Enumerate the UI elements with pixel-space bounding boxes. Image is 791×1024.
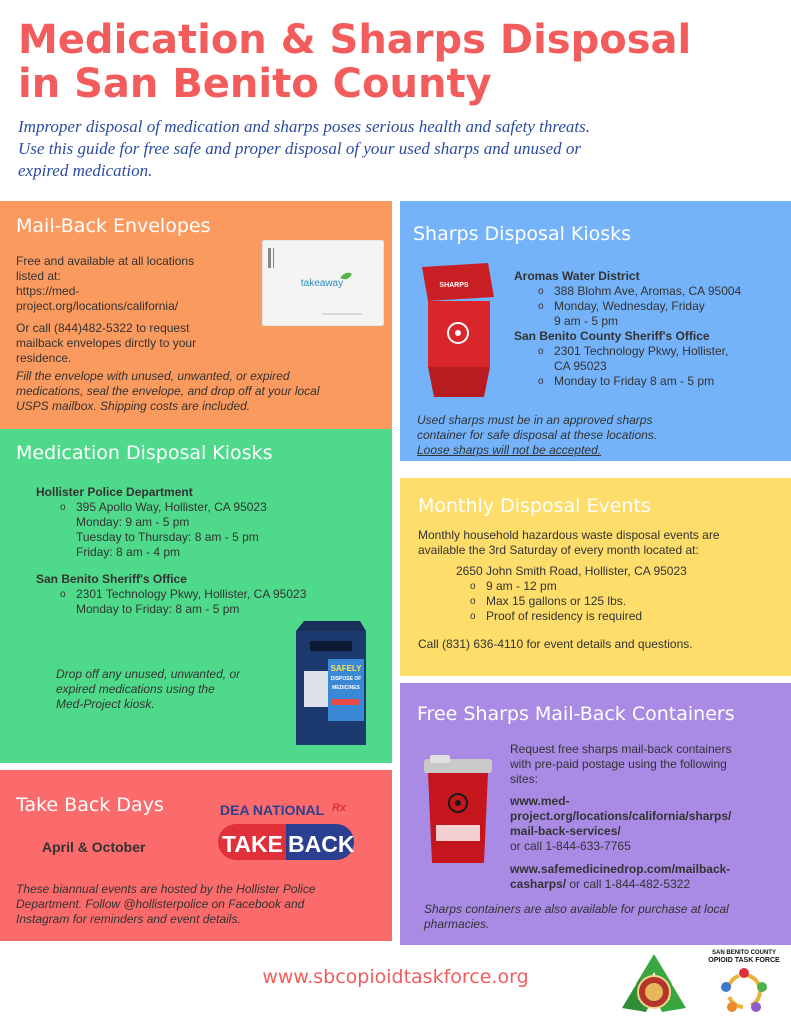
take-back-note: [16, 882, 386, 927]
location-name: Hollister Police Department: [36, 485, 193, 499]
hours-line: Monday: 9 am - 5 pm: [76, 515, 190, 529]
panel-heading: Free Sharps Mail-Back Containers: [417, 703, 735, 725]
text-line: Med-Project kiosk.: [56, 697, 155, 711]
location-address: o 2301 Technology Pkwy, Hollister, CA 95023: [56, 587, 306, 602]
med-project-link[interactable]: project.org/locations/california/: [16, 299, 179, 313]
medication-kiosk-note: [56, 667, 276, 712]
event-detail: o 9 am - 12 pm: [466, 579, 642, 594]
panel-heading: Sharps Disposal Kiosks: [413, 223, 632, 245]
text-line: Monthly household hazardous waste disposal events are: [418, 528, 720, 542]
location-hours: o Monday to Friday 8 am - 5 pm: [534, 374, 784, 389]
intro-line: Use this guide for free safe and proper disposal of your used sharps and unused or: [18, 139, 582, 158]
intro-line: expired medication.: [18, 161, 153, 180]
text-line: pharmacies.: [424, 917, 490, 931]
kiosk-label: SAFELY: [330, 664, 362, 673]
text-line: USPS mailbox. Shipping costs are included.: [16, 399, 251, 413]
text-line: available the 3rd Saturday of every month located at:: [418, 543, 699, 557]
recycle-seal-logo: [616, 950, 692, 1020]
panel-heading: Monthly Disposal Events: [418, 495, 651, 517]
dea-takeback-logo: [214, 796, 358, 868]
location-address: o 395 Apollo Way, Hollister, CA 95023: [56, 500, 267, 515]
envelope-image: [262, 240, 384, 326]
hours-line: Friday: 8 am - 4 pm: [76, 545, 181, 559]
text-line: Request free sharps mail-back containers: [510, 742, 732, 756]
logo-back: BACK: [288, 831, 355, 857]
take-back-days-panel: [0, 770, 392, 941]
text-line: expired medications using the: [56, 682, 215, 696]
text-line: Used sharps must be in an approved sharps: [417, 413, 653, 427]
event-details-list: [466, 579, 642, 624]
text-line: Drop off any unused, unwanted, or: [56, 667, 241, 681]
location-hours: 9 am - 5 pm: [554, 314, 619, 328]
logo-take: TAKE: [222, 831, 283, 857]
med-project-sharps-link[interactable]: mail-back-services/: [510, 824, 621, 838]
kiosk-label: MEDICINES: [332, 685, 360, 691]
text-line: container for safe disposal at these locations.: [417, 428, 658, 442]
location-list: [534, 344, 784, 359]
envelope-brand: takeaway: [300, 278, 344, 289]
phone-number: or call 1-844-482-5322: [566, 877, 691, 891]
logo-text: SAN BENITO COUNTY: [712, 950, 776, 956]
med-project-sharps-link[interactable]: project.org/locations/california/sharps/: [510, 809, 732, 823]
event-address: 2650 John Smith Road, Hollister, CA 95023: [456, 564, 687, 578]
title-line: Medication & Sharps Disposal: [18, 17, 692, 63]
med-project-sharps-link-block: [510, 794, 785, 854]
location-list: [56, 500, 267, 515]
mailback-note: [16, 369, 376, 414]
sharps-kiosk-image: [418, 261, 504, 401]
event-call-info: Call (831) 636-4110 for event details and questions.: [418, 637, 693, 651]
mailback-info: [16, 254, 236, 314]
text-line: Free and available at all locations: [16, 254, 195, 268]
bin-label: SHARPS: [439, 282, 469, 289]
phone-number: or call 1-844-633-7765: [510, 839, 631, 853]
containers-intro: [510, 742, 780, 787]
intro-text: [18, 116, 698, 182]
containers-note: [424, 902, 784, 932]
safemedicinedrop-link-block: [510, 862, 785, 892]
sharps-container-image: [420, 755, 496, 867]
page-title: [18, 18, 778, 106]
text-line: Sharps containers are also available for purchase at local: [424, 902, 729, 916]
event-detail: o Proof of residency is required: [466, 609, 642, 624]
loose-sharps-warning: Loose sharps will not be accepted.: [417, 443, 602, 457]
sharps-kiosks-panel: [400, 201, 791, 461]
location-name: San Benito County Sheriff's Office: [514, 329, 710, 343]
safemedicinedrop-link[interactable]: www.safemedicinedrop.com/mailback-: [510, 862, 731, 876]
mailback-envelopes-panel: [0, 201, 392, 429]
monthly-intro: [418, 528, 778, 558]
text-line: Or call (844)482-5322 to request: [16, 321, 190, 335]
text-line: residence.: [16, 351, 72, 365]
mailback-containers-panel: [400, 683, 791, 945]
med-project-sharps-link[interactable]: www.med-: [510, 794, 570, 808]
location-list: [534, 284, 784, 314]
text-line: These biannual events are hosted by the Hollister Police: [16, 882, 316, 896]
panel-heading: Mail-Back Envelopes: [16, 215, 211, 237]
text-line: sites:: [510, 772, 539, 786]
location-address: CA 95023: [554, 359, 607, 373]
location-hours: [76, 515, 259, 560]
text-line: Fill the envelope with unused, unwanted, or expired: [16, 369, 290, 383]
hours-line: Tuesday to Thursday: 8 am - 5 pm: [76, 530, 259, 544]
sharps-kiosk-note: [417, 413, 777, 458]
text-line: mailback envelopes dirctly to your: [16, 336, 197, 350]
safemedicinedrop-link[interactable]: casharps/: [510, 877, 567, 891]
opioid-task-force-logo: [700, 950, 788, 1017]
med-project-link[interactable]: https://med-: [16, 284, 80, 298]
medication-kiosk-image: [292, 619, 368, 749]
medication-kiosks-panel: [0, 429, 392, 763]
panel-heading: Medication Disposal Kiosks: [16, 442, 273, 464]
text-line: listed at:: [16, 269, 61, 283]
text-line: Department. Follow @hollisterpolice on Facebook and: [16, 897, 305, 911]
location-name: San Benito Sheriff's Office: [36, 572, 187, 586]
text-line: Instagram for reminders and event details.: [16, 912, 241, 926]
location-list: [56, 587, 306, 602]
text-line: with pre-paid postage using the following: [510, 757, 727, 771]
logo-text: DEA NATIONAL: [220, 802, 325, 818]
kiosk-label: DISPOSE OF: [330, 676, 362, 682]
location-hours: Monday to Friday: 8 am - 5 pm: [76, 602, 240, 616]
intro-line: Improper disposal of medication and sharps poses serious health and safety threats.: [18, 117, 590, 136]
text-line: medications, seal the envelope, and drop off at your local: [16, 384, 320, 398]
event-detail: o Max 15 gallons or 125 lbs.: [466, 594, 642, 609]
title-line: in San Benito County: [18, 61, 492, 107]
location-name: Aromas Water District: [514, 269, 640, 283]
logo-rx: Rx: [332, 802, 347, 814]
location-address: o 388 Blohm Ave, Aromas, CA 95004: [534, 284, 784, 299]
mailback-call-info: [16, 321, 256, 366]
people-circle-icon: [700, 965, 788, 1017]
website-link[interactable]: www.sbcopioidtaskforce.org: [262, 966, 529, 988]
panel-heading: Take Back Days: [16, 794, 164, 816]
location-address: o 2301 Technology Pkwy, Hollister,: [534, 344, 784, 359]
location-hours: o Monday, Wednesday, Friday: [534, 299, 784, 314]
monthly-events-panel: [400, 478, 791, 676]
logo-text: OPIOID TASK FORCE: [708, 957, 780, 964]
location-list: [534, 374, 784, 389]
take-back-months: April & October: [42, 839, 146, 855]
